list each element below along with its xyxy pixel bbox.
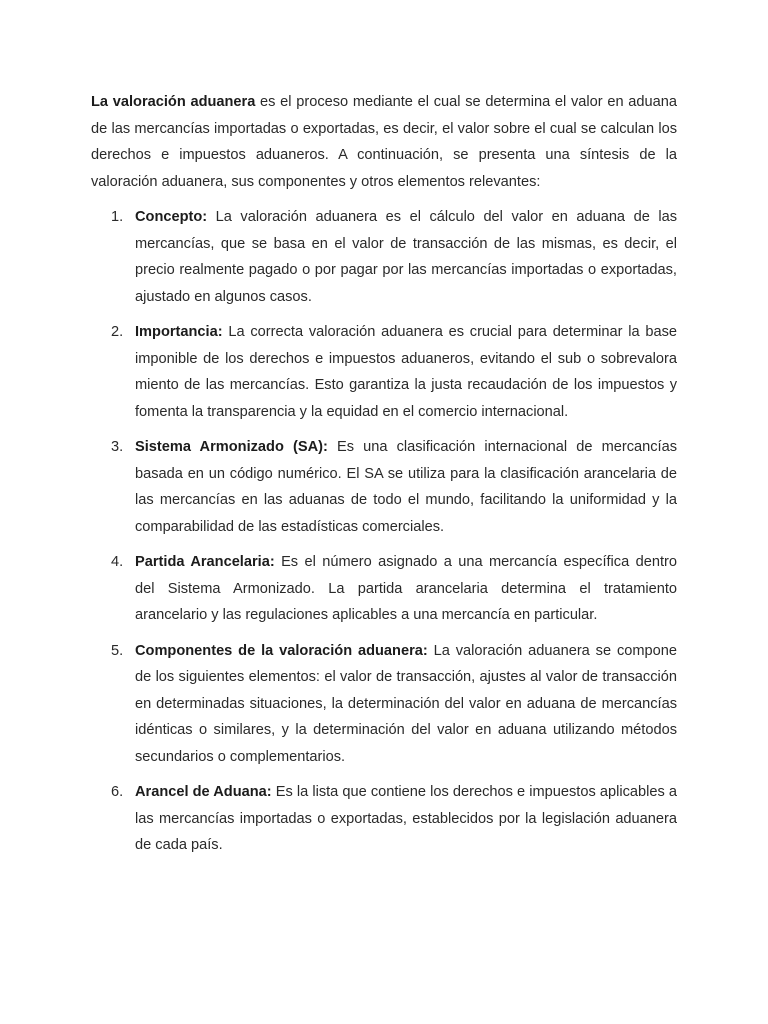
list-item-text: Es el número asignado a una mercancía específica dentro del Sistema Armonizado. La partida arancelaria determina el tratamiento arancelario y las regulaciones aplicables a una mercancía en particular.	[135, 554, 677, 623]
list-item-number: 1.	[111, 209, 124, 225]
list-item-text: Es la lista que contiene los derechos e impuestos aplicables a las mercancías importadas o exportadas, establecidos por la legislación aduanera de cada país.	[135, 784, 677, 853]
list-item-term: Partida Arancelaria:	[135, 554, 275, 570]
list-item-number: 3.	[111, 439, 124, 455]
intro-bold-term: La valoración aduanera	[91, 94, 256, 110]
list-item-number: 2.	[111, 324, 124, 340]
list-item-body	[135, 638, 677, 771]
list-item-text: La correcta valoración aduanera es crucial para determinar la base imponible de los derechos e impuestos aduaneros, evitando el sub o sobrevalora miento de las mercancías. Esto garantiza la justa recaudación de los impuestos y fomenta la transparencia y la equidad en el comercio internacional.	[135, 324, 677, 420]
list-item-body	[135, 319, 677, 425]
list-item	[91, 779, 677, 859]
intro-text: es el proceso mediante el cual se determina el valor en aduana de las mercancías importadas o exportadas, es decir, el valor sobre el cual se calculan los derechos e impuestos aduaneros. A continuación, se presenta una síntesis de la valoración aduanera, sus componentes y otros elementos relevantes:	[91, 94, 677, 190]
list-item-number: 4.	[111, 554, 124, 570]
list-item	[91, 549, 677, 629]
list-item	[91, 434, 677, 540]
intro-paragraph	[91, 89, 677, 195]
list-item-term: Sistema Armonizado (SA):	[135, 439, 328, 455]
list-item-number: 5.	[111, 642, 124, 659]
list-item	[91, 319, 677, 425]
list-item-text: Es una clasificación internacional de mercancías basada en un código numérico. El SA se utiliza para la clasificación arancelaria de las mercancías en las aduanas de todo el mundo, facilitando la uniformidad y la comparabilidad de las estadísticas comerciales.	[135, 439, 678, 535]
list-item-term: Componentes de la valoración aduanera:	[135, 642, 428, 659]
list-item	[91, 204, 677, 310]
document-page	[91, 89, 677, 868]
list-item-term: Concepto:	[135, 209, 208, 225]
list-item-term: Arancel de Aduana:	[135, 784, 272, 800]
list-item-body	[135, 549, 677, 629]
list-item-body	[135, 204, 677, 310]
list-item	[91, 638, 677, 771]
list-item-text: La valoración aduanera se compone de los siguientes elementos: el valor de transacción, ajustes al valor de transacción en determinadas situaciones, la determinación del valor en aduana de mercancías idénticas o similares, y la determinación del valor en aduana utilizando métodos secundarios o complementarios.	[135, 642, 677, 765]
list-item-body	[135, 779, 677, 859]
list-item-number: 6.	[111, 784, 124, 800]
list-item-text: La valoración aduanera es el cálculo del valor en aduana de las mercancías, que se basa en el valor de transacción de las mismas, es decir, el precio realmente pagado o por pagar por las mercancías importadas o exportadas, ajustado en algunos casos.	[135, 209, 677, 305]
numbered-list	[91, 204, 677, 859]
list-item-body	[135, 434, 677, 540]
list-item-term: Importancia:	[135, 324, 223, 340]
